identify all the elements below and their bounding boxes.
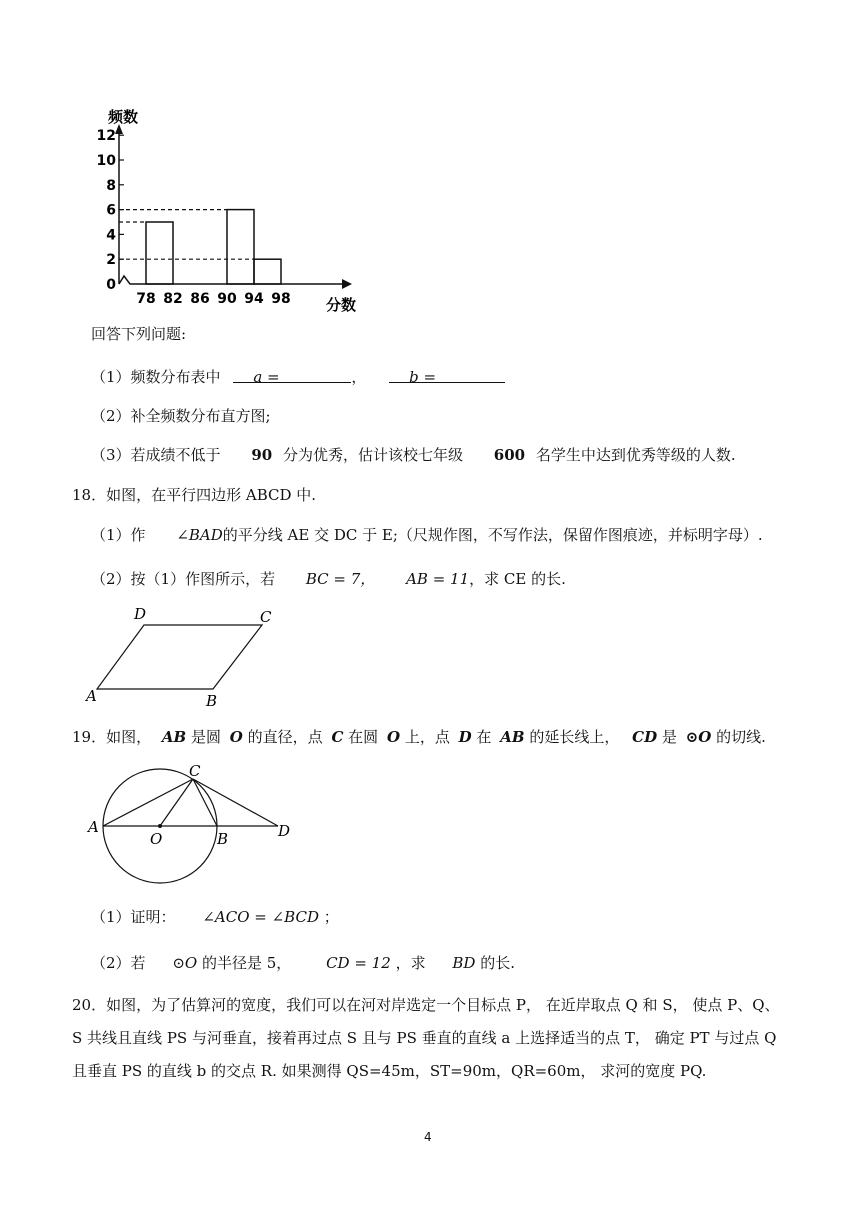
y-tick-label: 6 xyxy=(106,202,116,219)
x-axis-label: 分数 xyxy=(326,296,357,314)
label-c: C xyxy=(260,608,272,626)
histogram-bar xyxy=(227,210,254,284)
label-a: A xyxy=(88,818,99,836)
answer-blank-b[interactable]: b = xyxy=(389,366,505,383)
y-tick-label: 0 xyxy=(106,277,116,293)
q20-line2: S 共线且直线 PS 与河垂直，接着再过点 S 且与 PS 垂直的直线 a 上选择适当的点 T， 确定 PT 与过点 Q xyxy=(72,1029,777,1047)
page-number: 4 xyxy=(424,1130,432,1144)
x-tick-label: 78 xyxy=(136,291,156,307)
x-tick-label: 94 xyxy=(244,291,264,307)
x-axis xyxy=(119,276,342,284)
parallelogram-figure xyxy=(80,602,290,710)
q19-part2: （2）若 ⊙O 的半径是 5， CD = 12 ，求 BD 的长. xyxy=(91,954,515,972)
parallelogram-abcd xyxy=(97,625,262,689)
label-a: A xyxy=(86,687,97,705)
y-tick-label: 2 xyxy=(106,252,116,269)
x-axis-arrow xyxy=(342,279,352,289)
frequency-histogram xyxy=(80,100,380,320)
q20-line3: 且垂直 PS 的直线 b 的交点 R. 如果测得 QS=45m，ST=90m，QR=60m， 求河的宽度 PQ. xyxy=(72,1062,707,1080)
label-d: D xyxy=(134,605,147,623)
segment-oc xyxy=(160,779,193,826)
label-b: B xyxy=(217,830,229,848)
y-tick-label: 10 xyxy=(96,153,116,169)
y-axis-label: 频数 xyxy=(108,108,139,126)
label-b: B xyxy=(206,692,218,710)
label-o: O xyxy=(150,830,163,848)
q18-part1: （1）作 ∠BAD的平分线 AE 交 DC 于 E;（尺规作图，不写作法，保留作图痕迹，并标明字母）. xyxy=(91,526,763,544)
y-tick-label: 4 xyxy=(106,227,116,244)
circle-tangent-figure xyxy=(80,760,300,894)
x-tick-label: 82 xyxy=(163,291,183,307)
answer-blank-a[interactable]: a = xyxy=(233,366,351,383)
histogram-marks xyxy=(97,124,352,307)
q20-line1: 20．如图，为了估算河的宽度，我们可以在河对岸选定一个目标点 P， 在近岸取点 Q 和 S， 使点 P、Q、 xyxy=(72,996,780,1014)
y-tick-label: 8 xyxy=(106,177,116,194)
q18-title: 18．如图，在平行四边形 ABCD 中. xyxy=(72,486,317,504)
y-tick-label: 12 xyxy=(96,128,116,145)
q17-part2: （2）补全频数分布直方图; xyxy=(91,407,271,425)
q17-part1: （1）频数分布表中 a = ， b = xyxy=(91,366,505,388)
segment-cd xyxy=(193,779,278,826)
q17-intro: 回答下列问题: xyxy=(91,325,187,343)
q19-part1: （1）证明： ∠ACO = ∠BCD ； xyxy=(91,908,339,926)
x-tick-label: 98 xyxy=(271,291,291,307)
q17-part3: （3）若成绩不低于 90 分为优秀，估计该校七年级 600 名学生中达到优秀等级的人数. xyxy=(91,446,736,464)
segment-ac xyxy=(103,779,193,826)
x-tick-label: 86 xyxy=(190,291,210,307)
label-c: C xyxy=(189,762,201,780)
histogram-bar xyxy=(146,222,173,284)
center-point xyxy=(158,824,162,828)
q18-part2: （2）按（1）作图所示，若 BC = 7， AB = 11，求 CE 的长. xyxy=(91,570,566,588)
x-tick-label: 90 xyxy=(217,291,237,307)
label-d: D xyxy=(278,822,291,840)
q19-stem: 19．如图， AB 是圆 O 的直径，点 C 在圆 O 上，点 D 在 AB 的延长线上， CD 是 ⊙O 的切线. xyxy=(72,728,766,746)
histogram-bar xyxy=(254,259,281,284)
